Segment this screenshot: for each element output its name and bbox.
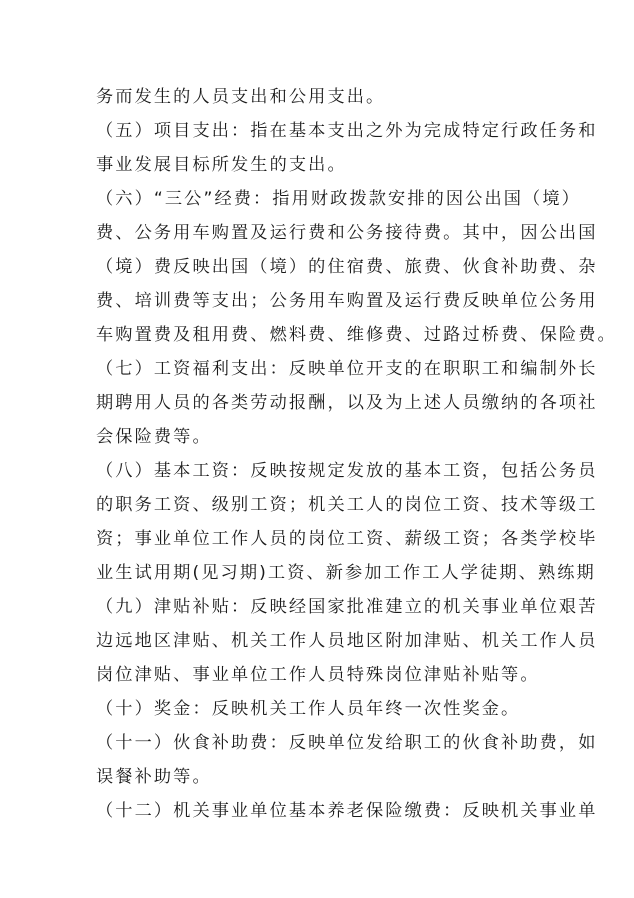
text-line: 的职务工资、级别工资；机关工人的岗位工资、技术等级工 xyxy=(96,495,598,515)
text-line: （八）基本工资：反映按规定发放的基本工资，包括公务员 xyxy=(96,461,598,481)
text-line: 务而发生的人员支出和公用支出。 xyxy=(96,87,386,107)
text-line: 车购置费及租用费、燃料费、维修费、过路过桥费、保险费。 xyxy=(96,325,617,345)
text-line: 边远地区津贴、机关工作人员地区附加津贴、机关工作人员 xyxy=(96,631,598,651)
text-line: （七）工资福利支出：反映单位开支的在职职工和编制外长 xyxy=(96,359,598,379)
text-line: 岗位津贴、事业单位工作人员特殊岗位津贴补贴等。 xyxy=(96,665,540,685)
text-line: （六）“三公”经费：指用财政拨款安排的因公出国（境） xyxy=(96,189,581,209)
text-line: 会保险费等。 xyxy=(96,427,212,447)
text-line: （十二）机关事业单位基本养老保险缴费：反映机关事业单 xyxy=(96,801,598,821)
text-line: 事业发展目标所发生的支出。 xyxy=(96,155,347,175)
text-line: （十一）伙食补助费：反映单位发给职工的伙食补助费，如 xyxy=(96,733,598,753)
text-line: 费、培训费等支出；公务用车购置及运行费反映单位公务用 xyxy=(96,291,598,311)
text-line: （五）项目支出：指在基本支出之外为完成特定行政任务和 xyxy=(96,121,598,141)
text-line: （境）费反映出国（境）的住宿费、旅费、伙食补助费、杂 xyxy=(96,257,598,277)
text-line: 费、公务用车购置及运行费和公务接待费。其中，因公出国 xyxy=(96,223,598,243)
text-line: 资；事业单位工作人员的岗位工资、薪级工资；各类学校毕 xyxy=(96,529,598,549)
text-line: （九）津贴补贴：反映经国家批准建立的机关事业单位艰苦 xyxy=(96,597,598,617)
text-line: 误餐补助等。 xyxy=(96,767,212,787)
text-line: 业生试用期(见习期)工资、新参加工作工人学徒期、熟练期 xyxy=(96,563,596,583)
text-line: 期聘用人员的各类劳动报酬，以及为上述人员缴纳的各项社 xyxy=(96,393,598,413)
text-line: （十）奖金：反映机关工作人员年终一次性奖金。 xyxy=(96,699,521,719)
